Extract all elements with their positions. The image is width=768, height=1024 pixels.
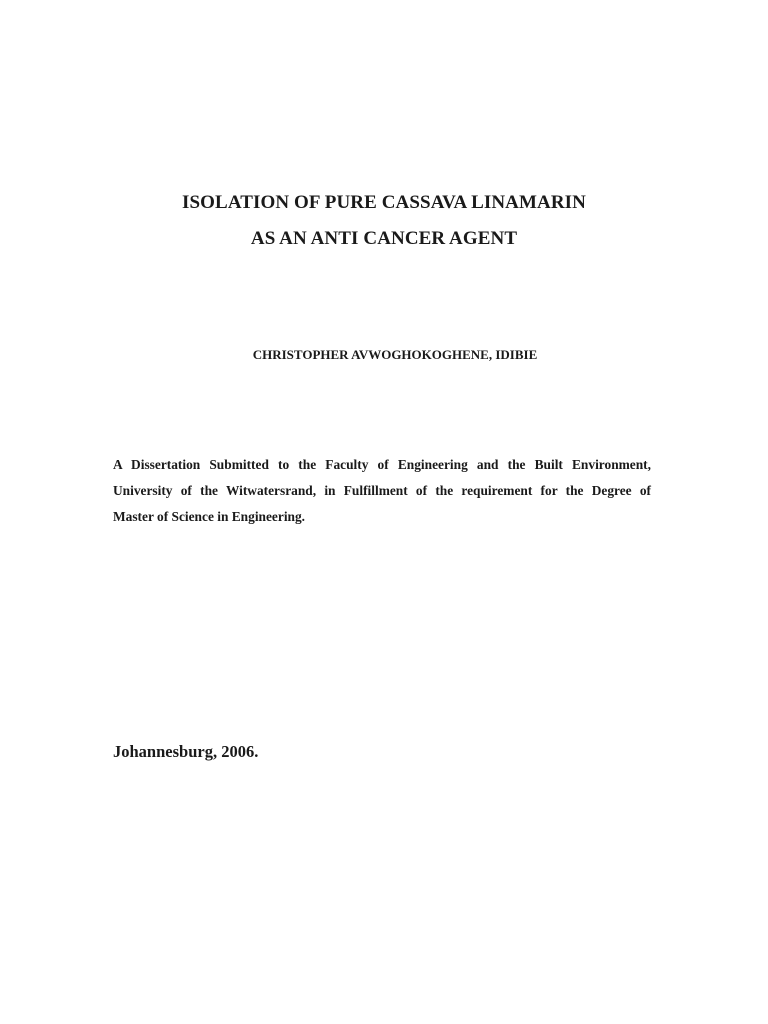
submission-statement xyxy=(113,452,651,530)
submission-statement-line-3: Master of Science in Engineering. xyxy=(113,509,306,524)
author-name: CHRISTOPHER AVWOGHOKOGHENE, IDIBIE xyxy=(252,347,538,362)
place-and-year: Johannesburg, 2006. xyxy=(113,742,259,761)
submission-statement-line-2: University of the Witwatersrand, in Fulfillment of the requirement for the Degree of xyxy=(113,483,651,498)
dissertation-title-line-2: AS AN ANTI CANCER AGENT xyxy=(250,228,518,249)
dissertation-title-line-1: ISOLATION OF PURE CASSAVA LINAMARIN xyxy=(182,192,586,213)
submission-statement-line-1: A Dissertation Submitted to the Faculty of Engineering and the Built Environment, xyxy=(113,457,651,472)
